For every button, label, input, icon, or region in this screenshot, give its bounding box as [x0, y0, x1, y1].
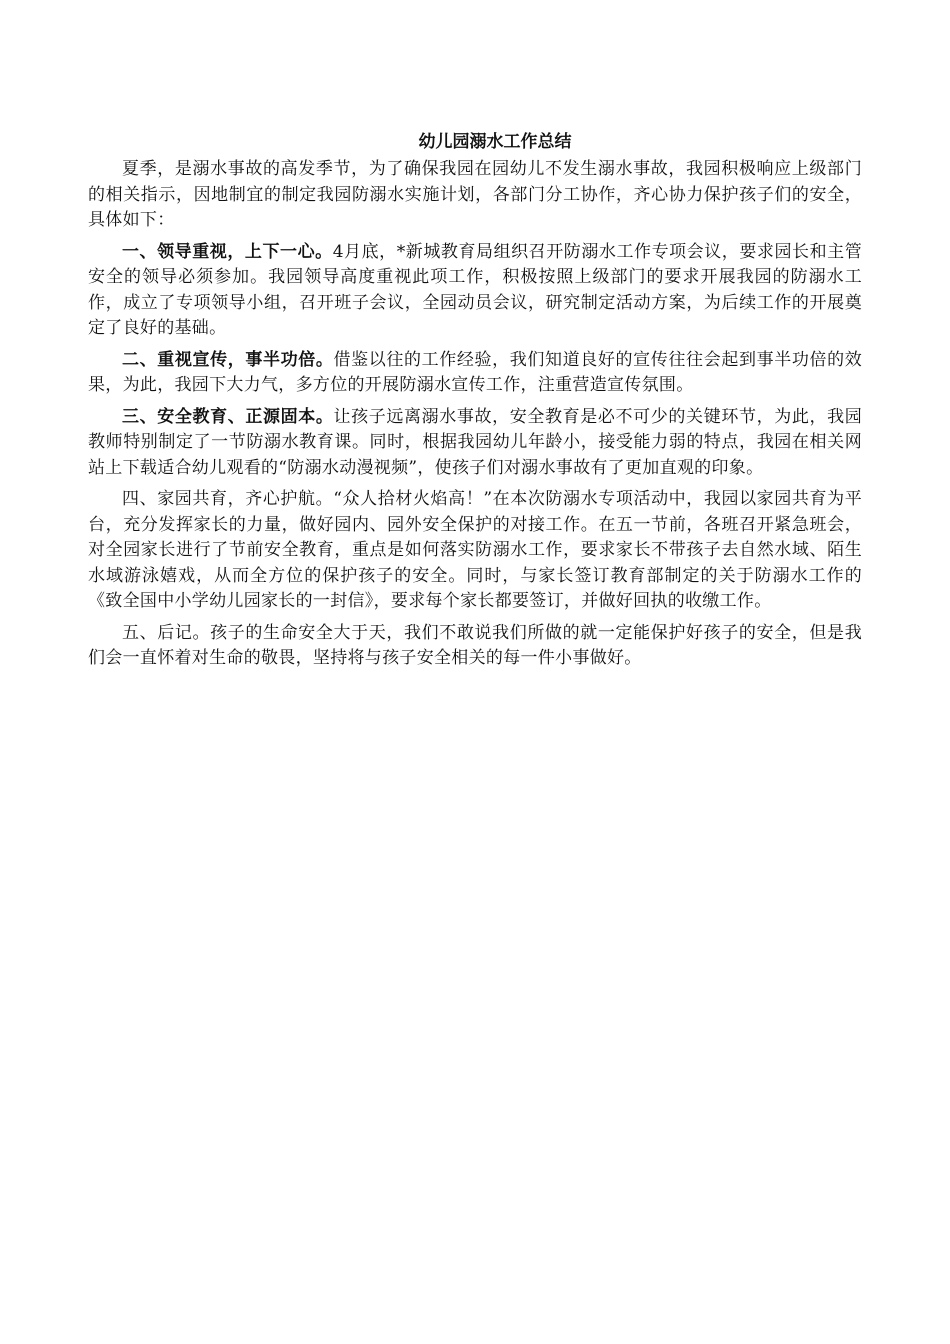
document-page	[88, 128, 862, 678]
intro-paragraph: 夏季，是溺水事故的高发季节，为了确保我园在园幼儿不发生溺水事故，我园积极响应上级部门的相关指示，因地制宜的制定我园防溺水实施计划，各部门分工协作，齐心协力保护孩子们的安全，具体如下：	[88, 159, 862, 230]
section-5-paragraph: 五、后记。孩子的生命安全大于天，我们不敢说我们所做的就一定能保护好孩子的安全，但是我们会一直怀着对生命的敬畏，坚持将与孩子安全相关的每一件小事做好。	[88, 622, 862, 668]
document-title: 幼儿园溺水工作总结	[418, 132, 572, 152]
section-3-body: 让孩子远离溺水事故，安全教育是必不可少的关键环节，为此，我园教师特别制定了一节防溺水教育课。同时，根据我园幼儿年龄小，接受能力弱的特点，我园在相关网站上下载适合幼儿观看的“防溺水动漫视频”，使孩子们对溺水事故有了更加直观的印象。	[88, 406, 863, 478]
section-1-paragraph	[88, 240, 862, 342]
section-1-body: 4月底，*新城教育局组织召开防溺水工作专项会议，要求园长和主管安全的领导必须参加。我园领导高度重视此项工作，积极按照上级部门的要求开展我园的防溺水工作，成立了专项领导小组，召开班子会议，全园动员会议，研究制定活动方案，为后续工作的开展奠定了良好的基础。	[88, 241, 862, 338]
section-1-heading: 一、领导重视，上下一心。	[122, 241, 333, 262]
section-2-heading: 二、重视宣传，事半功倍。	[122, 349, 334, 370]
section-2-paragraph	[88, 348, 862, 399]
section-3-paragraph	[88, 405, 862, 482]
section-2-body: 借鉴以往的工作经验，我们知道良好的宣传往往会起到事半功倍的效果，为此，我园下大力气，多方位的开展防溺水宣传工作，注重营造宣传氛围。	[88, 349, 863, 395]
section-3-heading: 三、安全教育、正源固本。	[122, 406, 334, 427]
section-4-paragraph: 四、家园共育，齐心护航。“众人拾材火焰高！”在本次防溺水专项活动中，我园以家园共育为平台，充分发挥家长的力量，做好园内、园外安全保护的对接工作。在五一节前，各班召开紧急班会，对全园家长进行了节前安全教育，重点是如何落实防溺水工作，要求家长不带孩子去自然水域、陌生水域游泳嬉戏，从而全方位的保护孩子的安全。同时，与家长签订教育部制定的关于防溺水工作的《致全国中小学幼儿园家长的一封信》，要求每个家长都要签订，并做好回执的收缴工作。	[88, 489, 862, 611]
